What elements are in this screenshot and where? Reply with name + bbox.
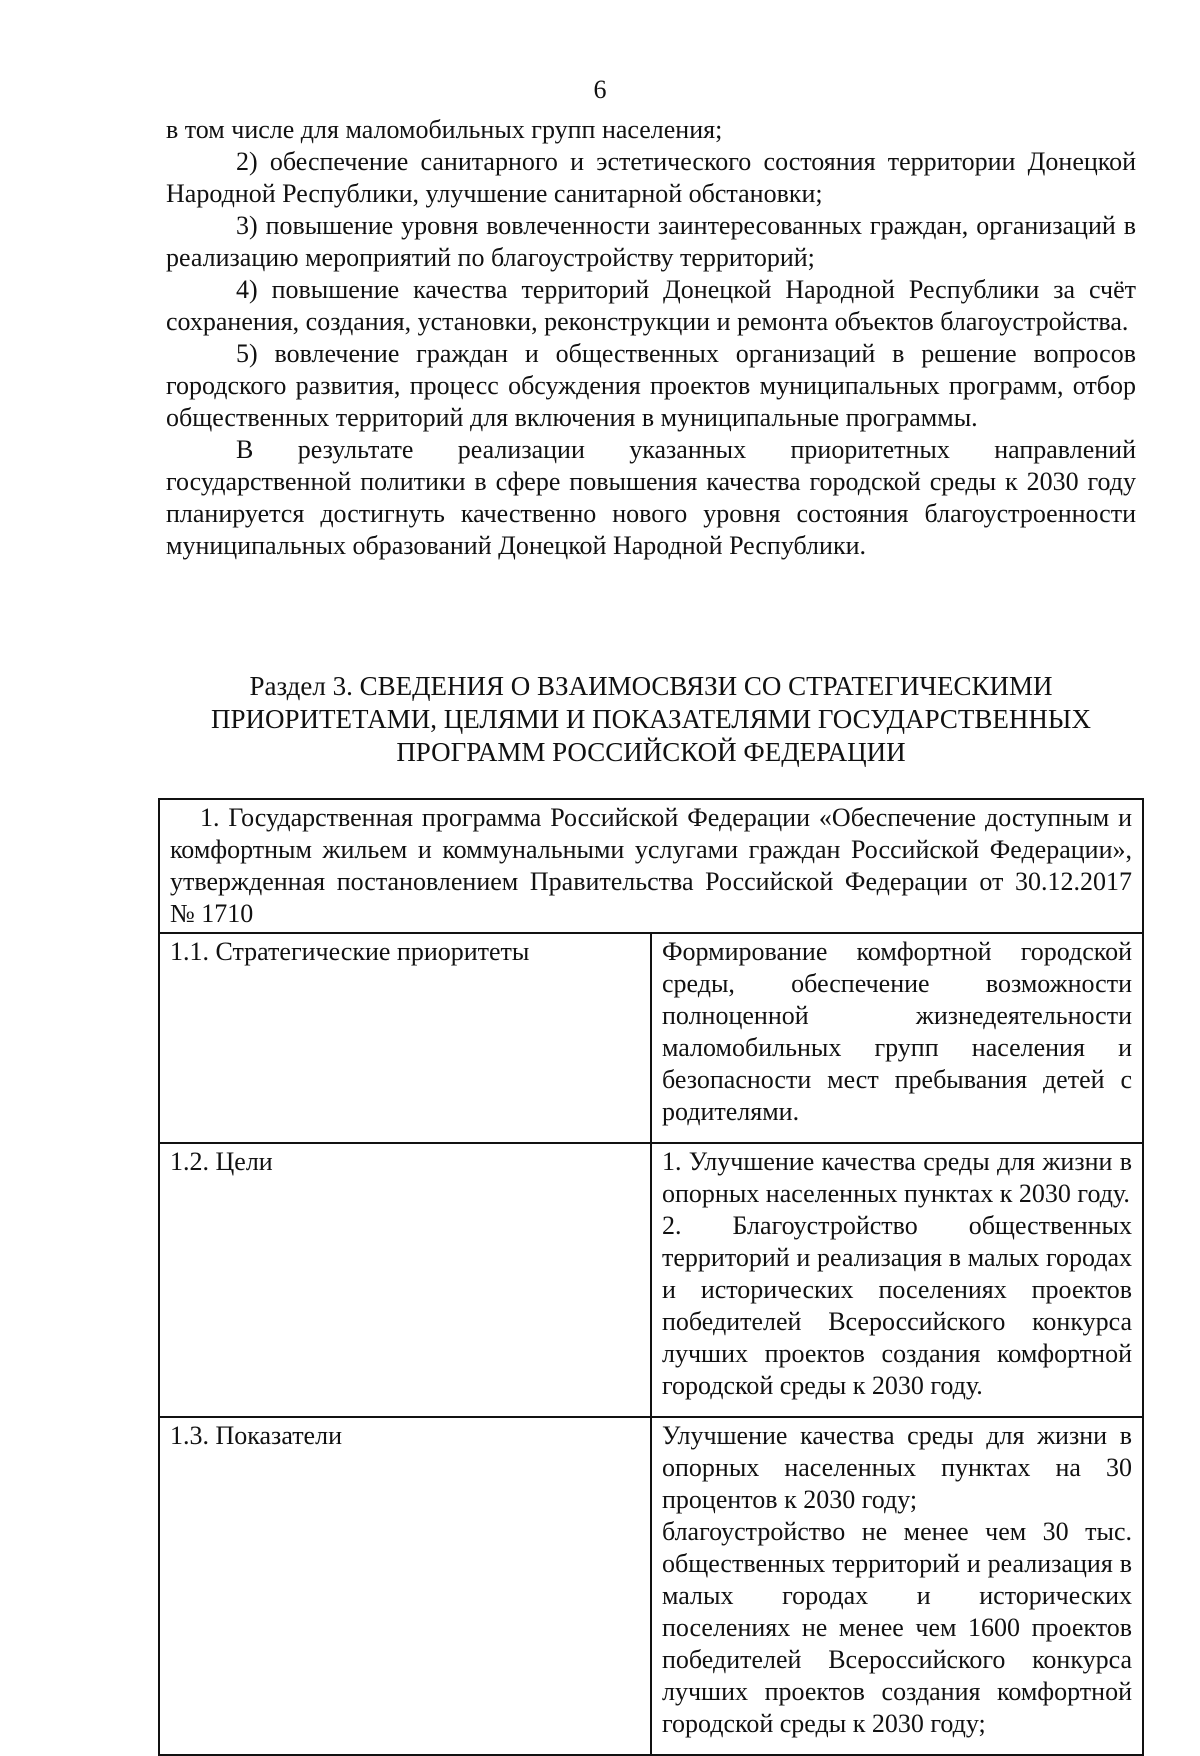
page-number: 6: [593, 75, 607, 104]
paragraph-item-3: 3) повышение уровня вовлеченности заинтересованных граждан, организаций в реализацию мероприятий по благоустройству территорий;: [166, 211, 1136, 272]
paragraph-continuation: в том числе для маломобильных групп населения;: [166, 115, 723, 144]
paragraph-result: В результате реализации указанных приоритетных направлений государственной политики в сфере повышения качества городской среды к 2030 году планируется достигнуть качественно нового уровня состояния благоустроенности муниципальных образований Донецкой Народной Республики.: [166, 435, 1136, 560]
section-title: [166, 670, 1136, 769]
section-title-line: ПРИОРИТЕТАМИ, ЦЕЛЯМИ И ПОКАЗАТЕЛЯМИ ГОСУДАРСТВЕННЫХ: [211, 704, 1091, 734]
table-row: [159, 933, 1143, 1143]
program-header-cell: 1. Государственная программа Российской Федерации «Обеспечение доступным и комфортным жильем и коммунальными услугами граждан Российской Федерации», утвержденная постановлением Правительства Российской Федерации от 30.12.2017 № 1710: [159, 799, 1143, 933]
body-text: [166, 114, 1136, 562]
row-content-priorities: [651, 933, 1143, 1143]
paragraph-item-4: 4) повышение качества территорий Донецкой Народной Республики за счёт сохранения, создания, установки, реконструкции и ремонта объектов благоустройства.: [166, 275, 1136, 336]
content-line: 2. Благоустройство общественных территорий и реализация в малых городах и исторических поселениях проектов победителей Всероссийского конкурса лучших проектов создания комфортной городской среды к 2030 году.: [662, 1211, 1132, 1400]
paragraph-item-2: 2) обеспечение санитарного и эстетического состояния территории Донецкой Народной Республики, улучшение санитарной обстановки;: [166, 147, 1136, 208]
content-line: Улучшение качества среды для жизни в опорных населенных пунктах на 30 процентов к 2030 году;: [662, 1421, 1132, 1514]
row-content-goals: [651, 1143, 1143, 1417]
paragraph-item-5: 5) вовлечение граждан и общественных организаций в решение вопросов городского развития, процесс обсуждения проектов муниципальных программ, отбор общественных территорий для включения в муниципальные программы.: [166, 339, 1136, 432]
content-line: благоустройство не менее чем 30 тыс. общественных территорий и реализация в малых городах и исторических поселениях не менее чем 1600 проектов победителей Всероссийского конкурса лучших проектов создания комфортной городской среды к 2030 году;: [662, 1517, 1132, 1738]
section-title-line: Раздел 3. СВЕДЕНИЯ О ВЗАИМОСВЯЗИ СО СТРАТЕГИЧЕСКИМИ: [249, 671, 1053, 701]
table-row: [159, 1417, 1143, 1755]
program-link-table: [158, 798, 1144, 1756]
row-label-priorities: 1.1. Стратегические приоритеты: [159, 933, 651, 1143]
row-content-indicators: [651, 1417, 1143, 1755]
table-header-row: [159, 799, 1143, 933]
section-title-line: ПРОГРАММ РОССИЙСКОЙ ФЕДЕРАЦИИ: [396, 737, 906, 767]
table-row: [159, 1143, 1143, 1417]
row-label-indicators: 1.3. Показатели: [159, 1417, 651, 1755]
content-line: Формирование комфортной городской среды, обеспечение возможности полноценной жизнедеятельности маломобильных групп населения и безопасности мест пребывания детей с родителями.: [662, 937, 1132, 1126]
content-line: 1. Улучшение качества среды для жизни в опорных населенных пунктах к 2030 году.: [662, 1147, 1132, 1208]
row-label-goals: 1.2. Цели: [159, 1143, 651, 1417]
